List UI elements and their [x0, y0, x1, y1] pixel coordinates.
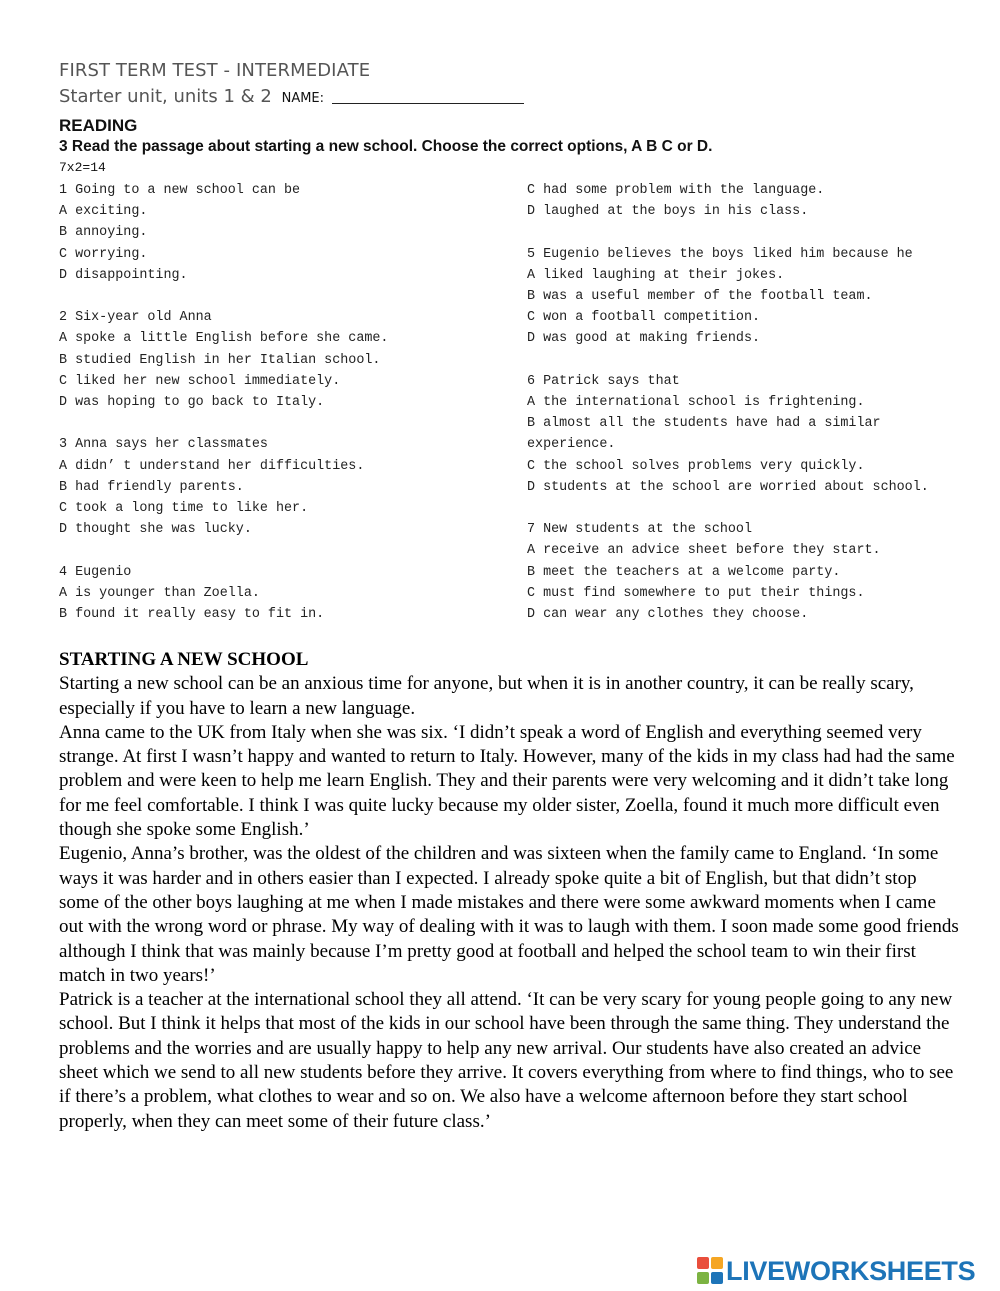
option-line[interactable]: A spoke a little English before she came. — [59, 331, 389, 347]
option-line[interactable]: A liked laughing at their jokes. — [527, 267, 785, 283]
test-subtitle-row — [59, 86, 524, 107]
option-line[interactable]: C liked her new school immediately. — [59, 373, 341, 389]
option-line[interactable]: D students at the school are worried about school. — [527, 479, 929, 495]
spacer — [59, 286, 499, 307]
question-line: 5 Eugenio believes the boys liked him because he — [527, 246, 913, 262]
name-label: NAME: — [281, 91, 325, 106]
spacer — [59, 413, 499, 434]
section-heading: READING — [59, 116, 138, 135]
question-line: 1 Going to a new school can be — [59, 183, 301, 198]
liveworksheets-logo — [697, 1256, 975, 1286]
spacer — [527, 222, 947, 243]
passage-paragraph: Anna came to the UK from Italy when she was six. ‘I didn’t speak a word of English and everything seemed very strange. At first I wasn’t happy and wanted to return to Italy. However, many of the kids in my class had had the same problem and were keen to help me learn English. They and their parents were very welcoming and it didn’t take long for me feel comfortable. I think I was quite lucky because my older sister, Zoella, found it much more difficult even though she spoke some English.’ — [59, 721, 955, 841]
option-line[interactable]: A the international school is frightening. — [527, 395, 865, 410]
option-line[interactable]: C must find somewhere to put their things. — [527, 585, 865, 601]
option-line[interactable]: D can wear any clothes they choose. — [527, 607, 809, 623]
option-line[interactable]: A is younger than Zoella. — [59, 585, 260, 601]
option-line[interactable]: D was hoping to go back to Italy. — [59, 395, 325, 411]
option-line[interactable]: D was good at making friends. — [527, 331, 761, 347]
option-line[interactable]: C took a long time to like her. — [59, 501, 309, 517]
passage-paragraph: Starting a new school can be an anxious time for anyone, but when it is in another country, it can be really scary, especially if you have to learn a new language. — [59, 673, 914, 719]
option-line[interactable]: B annoying. — [59, 225, 148, 241]
option-line[interactable]: C the school solves problems very quickly. — [527, 458, 865, 474]
option-line-continued: experience. — [527, 437, 616, 453]
units-subtitle: Starter unit, units 1 & 2 — [59, 86, 272, 107]
reading-passage — [59, 648, 959, 1134]
spacer — [527, 498, 947, 519]
option-line[interactable]: C worrying. — [59, 246, 148, 262]
option-line[interactable]: C won a football competition. — [527, 310, 761, 326]
name-field[interactable] — [332, 89, 524, 104]
logo-mark-icon — [697, 1257, 723, 1285]
spacer — [59, 540, 499, 561]
option-line[interactable]: A receive an advice sheet before they start. — [527, 543, 881, 559]
logo-text: LIVEWORKSHEETS — [726, 1255, 976, 1286]
spacer — [527, 350, 947, 371]
question-line: 2 Six-year old Anna — [59, 310, 212, 326]
option-line[interactable]: B almost all the students have had a similar — [527, 416, 881, 432]
instruction-text: 3 Read the passage about starting a new school. Choose the correct options, A B C or D. — [59, 138, 713, 155]
questions-right-column — [527, 180, 947, 625]
option-line[interactable]: D thought she was lucky. — [59, 522, 252, 538]
option-line[interactable]: B studied English in her Italian school. — [59, 352, 381, 368]
option-line[interactable]: B was a useful member of the football team. — [527, 289, 873, 304]
option-line[interactable]: B meet the teachers at a welcome party. — [527, 564, 841, 580]
question-line: 6 Patrick says that — [527, 373, 680, 389]
question-line: 4 Eugenio — [59, 564, 132, 580]
passage-paragraph: Eugenio, Anna’s brother, was the oldest of the children and was sixteen when the family came to England. ‘In some ways it was harder and in others easier than I expected. I already spoke quite a bit of English, but that didn’t stop some of the other boys laughing at me when I made mistakes and there were some awkward moments when I came out with the wrong word or phrase. My way of dealing with it was to laugh with them. I soon made some good friends although I think that was mainly because I’m pretty good at football and helped the school team to win their first match in two years!’ — [59, 843, 959, 986]
passage-title: STARTING A NEW SCHOOL — [59, 649, 309, 670]
option-line[interactable]: B had friendly parents. — [59, 479, 244, 495]
points-label: 7x2=14 — [59, 160, 106, 175]
option-line[interactable]: A didn’ t understand her difficulties. — [59, 458, 365, 474]
question-line: 3 Anna says her classmates — [59, 437, 268, 453]
option-line[interactable]: B found it really easy to fit in. — [59, 607, 325, 623]
option-line[interactable]: C had some problem with the language. — [527, 183, 825, 198]
option-line[interactable]: A exciting. — [59, 204, 148, 220]
questions-left-column — [59, 180, 499, 625]
question-line: 7 New students at the school — [527, 522, 752, 538]
option-line[interactable]: D disappointing. — [59, 267, 188, 283]
passage-paragraph: Patrick is a teacher at the international school they all attend. ‘It can be very scary for young people going to any new school. But I think it helps that most of the kids in our school have been through the same thing. They understand the problems and the worries and are usually happy to help any new arrival. Our students have also created an advice sheet which we send to all new students before they arrive. It covers everything from where to find things, who to see if there’s a problem, what clothes to wear and so on. We also have a welcome afternoon before they start school properly, when they can meet some of their future class.’ — [59, 989, 954, 1132]
test-title: FIRST TERM TEST - INTERMEDIATE — [59, 60, 371, 81]
option-line[interactable]: D laughed at the boys in his class. — [527, 204, 809, 220]
